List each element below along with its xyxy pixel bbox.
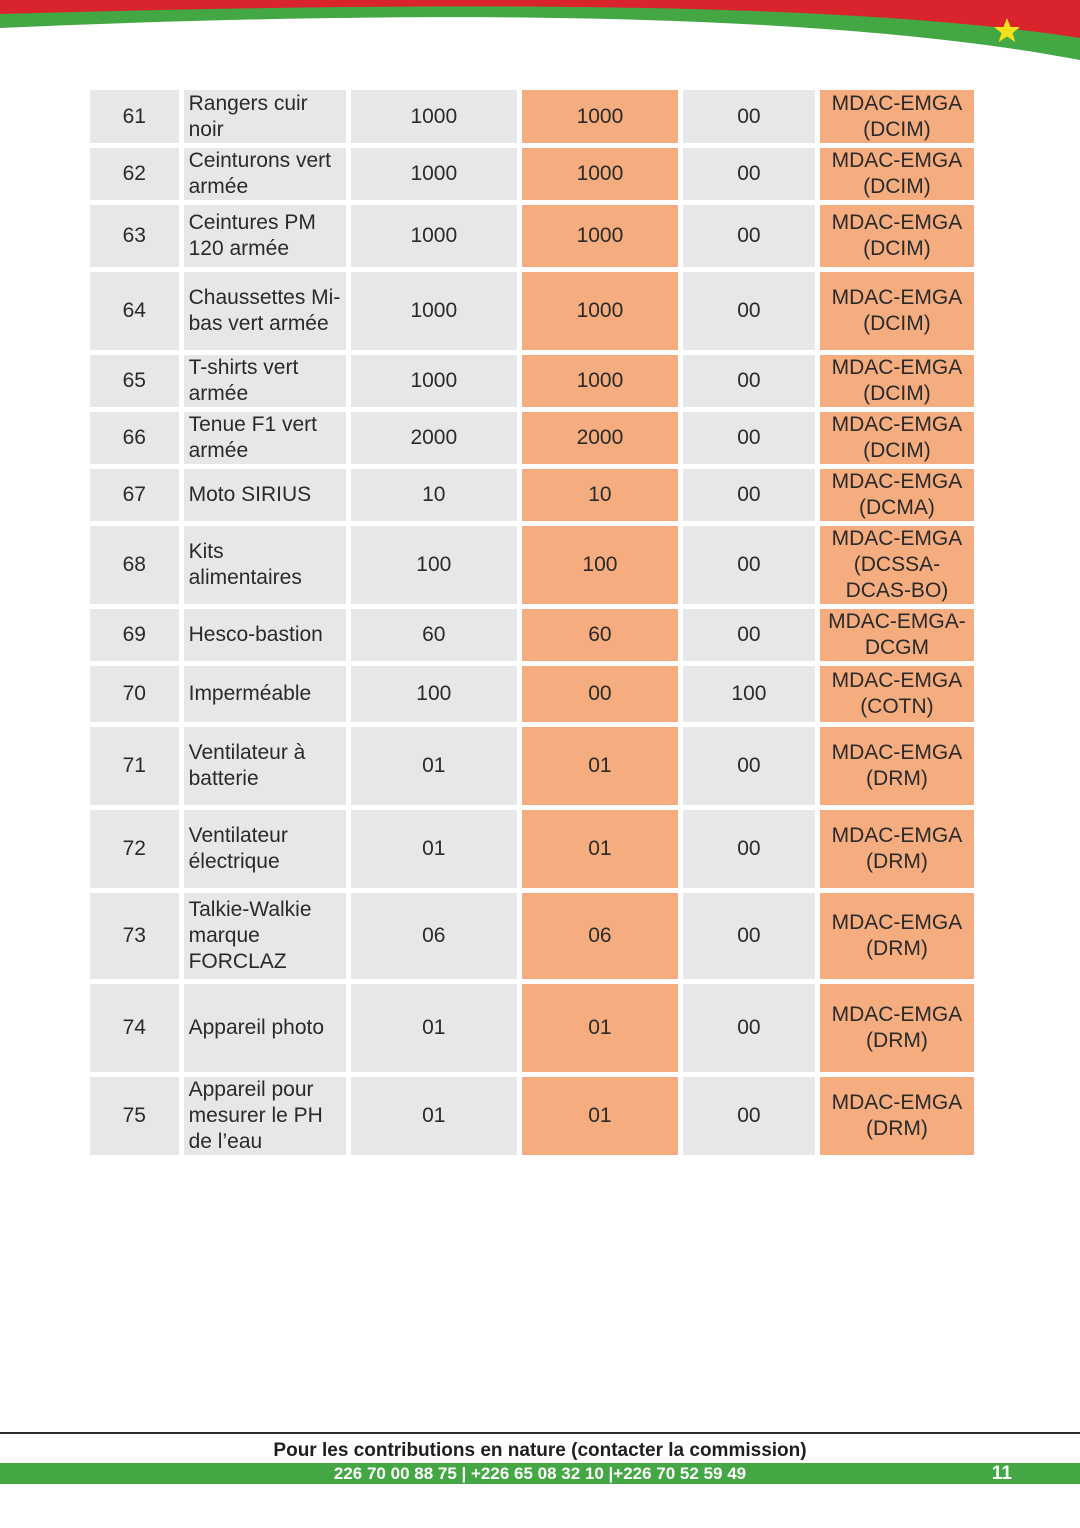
footer-contact-note: Pour les contributions en nature (contacter la commission)	[273, 1440, 807, 1461]
item-description: Hesco-bastion	[184, 609, 346, 661]
quantity-remaining: 00	[683, 893, 815, 979]
row-number: 61	[90, 90, 179, 143]
item-description: Rangers cuir noir	[184, 90, 346, 143]
quantity-received: 100	[522, 526, 678, 604]
quantity-received: 60	[522, 609, 678, 661]
quantity-promised: 1000	[351, 148, 517, 200]
quantity-remaining: 00	[683, 1077, 815, 1155]
table-row	[90, 526, 974, 604]
item-description: Imperméable	[184, 666, 346, 722]
row-number: 64	[90, 272, 179, 350]
table-row	[90, 412, 974, 464]
quantity-promised: 1000	[351, 272, 517, 350]
page-number: 11	[991, 1463, 1012, 1484]
quantity-remaining: 00	[683, 355, 815, 407]
table-row	[90, 90, 974, 143]
quantity-received: 10	[522, 469, 678, 521]
quantity-received: 01	[522, 810, 678, 888]
quantity-received: 2000	[522, 412, 678, 464]
quantity-remaining: 00	[683, 609, 815, 661]
beneficiary: MDAC-EMGA (DRM)	[820, 1077, 974, 1155]
table-row	[90, 148, 974, 200]
beneficiary: MDAC-EMGA (DRM)	[820, 810, 974, 888]
quantity-promised: 1000	[351, 90, 517, 143]
table-row	[90, 205, 974, 267]
row-number: 73	[90, 893, 179, 979]
quantity-remaining: 00	[683, 810, 815, 888]
quantity-received: 1000	[522, 90, 678, 143]
item-description: T-shirts vert armée	[184, 355, 346, 407]
quantity-promised: 01	[351, 1077, 517, 1155]
quantity-received: 00	[522, 666, 678, 722]
quantity-promised: 100	[351, 666, 517, 722]
quantity-received: 01	[522, 984, 678, 1072]
quantity-promised: 01	[351, 810, 517, 888]
item-description: Moto SIRIUS	[184, 469, 346, 521]
row-number: 72	[90, 810, 179, 888]
quantity-remaining: 100	[683, 666, 815, 722]
beneficiary: MDAC-EMGA (DCSSA-DCAS-BO)	[820, 526, 974, 604]
row-number: 69	[90, 609, 179, 661]
row-number: 71	[90, 727, 179, 805]
flag-banner	[0, 0, 1080, 70]
table-row	[90, 727, 974, 805]
quantity-remaining: 00	[683, 469, 815, 521]
beneficiary: MDAC-EMGA (DCMA)	[820, 469, 974, 521]
table-row	[90, 666, 974, 722]
beneficiary: MDAC-EMGA (DCIM)	[820, 205, 974, 267]
quantity-received: 1000	[522, 148, 678, 200]
row-number: 62	[90, 148, 179, 200]
beneficiary: MDAC-EMGA-DCGM	[820, 609, 974, 661]
row-number: 67	[90, 469, 179, 521]
beneficiary: MDAC-EMGA (DCIM)	[820, 355, 974, 407]
quantity-promised: 06	[351, 893, 517, 979]
table-row	[90, 609, 974, 661]
quantity-promised: 10	[351, 469, 517, 521]
table-row	[90, 355, 974, 407]
quantity-promised: 1000	[351, 355, 517, 407]
item-description: Tenue F1 vert armée	[184, 412, 346, 464]
quantity-received: 1000	[522, 272, 678, 350]
quantity-promised: 01	[351, 984, 517, 1072]
quantity-received: 01	[522, 1077, 678, 1155]
quantity-remaining: 00	[683, 984, 815, 1072]
row-number: 75	[90, 1077, 179, 1155]
quantity-promised: 100	[351, 526, 517, 604]
quantity-received: 06	[522, 893, 678, 979]
beneficiary: MDAC-EMGA (DCIM)	[820, 412, 974, 464]
table-row	[90, 893, 974, 979]
beneficiary: MDAC-EMGA (DCIM)	[820, 272, 974, 350]
row-number: 68	[90, 526, 179, 604]
quantity-remaining: 00	[683, 727, 815, 805]
table-row	[90, 810, 974, 888]
item-description: Ventilateur électrique	[184, 810, 346, 888]
quantity-promised: 01	[351, 727, 517, 805]
quantity-remaining: 00	[683, 412, 815, 464]
item-description: Appareil pour mesurer le PH de l’eau	[184, 1077, 346, 1155]
quantity-remaining: 00	[683, 272, 815, 350]
beneficiary: MDAC-EMGA (DRM)	[820, 984, 974, 1072]
quantity-remaining: 00	[683, 526, 815, 604]
beneficiary: MDAC-EMGA (COTN)	[820, 666, 974, 722]
quantity-promised: 60	[351, 609, 517, 661]
row-number: 63	[90, 205, 179, 267]
quantity-received: 1000	[522, 205, 678, 267]
quantity-received: 1000	[522, 355, 678, 407]
beneficiary: MDAC-EMGA (DRM)	[820, 893, 974, 979]
row-number: 70	[90, 666, 179, 722]
item-description: Ceintures PM 120 armée	[184, 205, 346, 267]
row-number: 66	[90, 412, 179, 464]
table-body	[90, 90, 974, 1155]
item-description: Kits alimentaires	[184, 526, 346, 604]
table-row	[90, 1077, 974, 1155]
beneficiary: MDAC-EMGA (DCIM)	[820, 148, 974, 200]
table-row	[90, 984, 974, 1072]
item-description: Ceinturons vert armée	[184, 148, 346, 200]
item-description: Ventilateur à batterie	[184, 727, 346, 805]
footer-bar	[0, 1463, 1080, 1484]
beneficiary: MDAC-EMGA (DCIM)	[820, 90, 974, 143]
quantity-remaining: 00	[683, 90, 815, 143]
contributions-table	[90, 90, 974, 1155]
table-row	[90, 469, 974, 521]
beneficiary: MDAC-EMGA (DRM)	[820, 727, 974, 805]
footer-divider	[0, 1432, 1080, 1434]
table-row	[90, 272, 974, 350]
quantity-remaining: 00	[683, 205, 815, 267]
quantity-remaining: 00	[683, 148, 815, 200]
row-number: 65	[90, 355, 179, 407]
item-description: Chaussettes Mi-bas vert armée	[184, 272, 346, 350]
item-description: Talkie-Walkie marque FORCLAZ	[184, 893, 346, 979]
item-description: Appareil photo	[184, 984, 346, 1072]
footer-phone-numbers: 226 70 00 88 75 | +226 65 08 32 10 |+226 70 52 59 49	[333, 1464, 747, 1483]
quantity-promised: 2000	[351, 412, 517, 464]
quantity-promised: 1000	[351, 205, 517, 267]
row-number: 74	[90, 984, 179, 1072]
quantity-received: 01	[522, 727, 678, 805]
